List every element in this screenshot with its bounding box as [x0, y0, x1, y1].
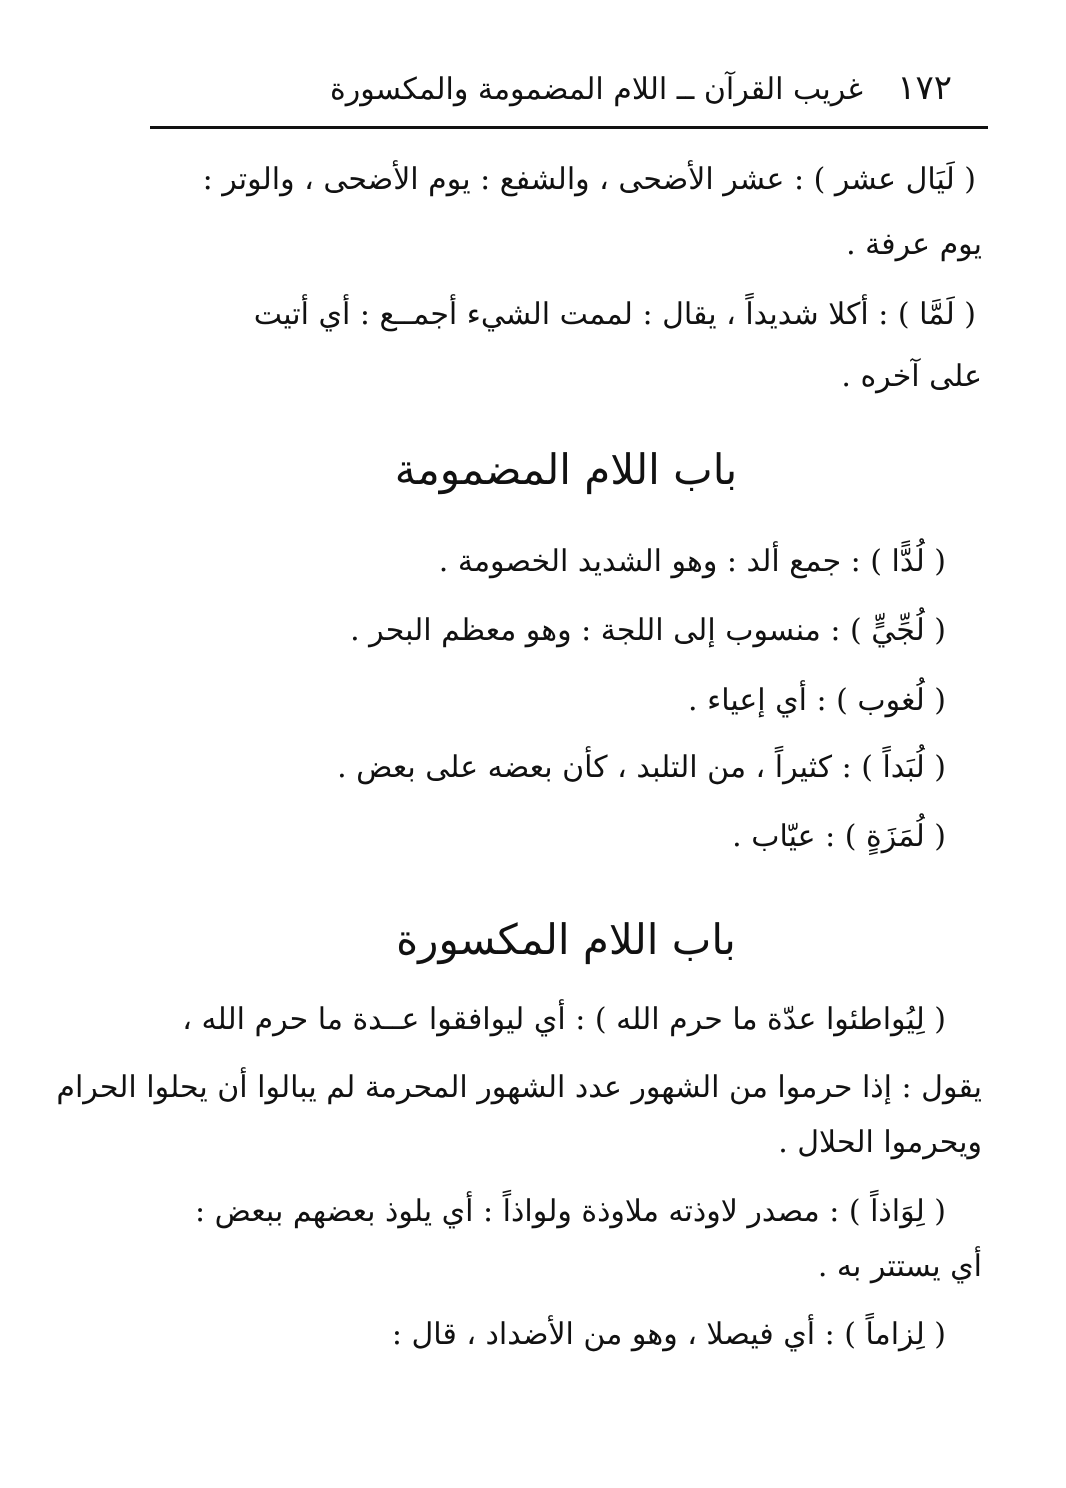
- page-header: [150, 62, 982, 118]
- entry-line: ( لَمَّا ) : أكلا شديداً ، يقال : لممت الشيء أجمــع : أي أتيت: [253, 297, 976, 332]
- entry-line: ( لَيَال عشر ) : عشر الأضحى ، والشفع : يوم الأضحى ، والوتر :: [202, 162, 976, 197]
- section-heading: باب اللام المكسورة: [396, 915, 736, 964]
- entry-line: أي يستتر به .: [817, 1249, 982, 1284]
- entry-line: ويحرموا الحلال .: [778, 1125, 982, 1160]
- entry-line: ( لُبَداً ) : كثيراً ، من التلبد ، كأن بعضه على بعض .: [337, 750, 946, 785]
- entry-line: ( لِزاماً ) : أي فيصلا ، وهو من الأضداد ، قال :: [391, 1317, 946, 1352]
- page-number: ١٧٢: [897, 68, 952, 108]
- entry-line: يوم عرفة .: [846, 227, 982, 262]
- entry-line: ( لُمَزَةٍ ) : عيّاب .: [732, 819, 946, 854]
- header-rule: [150, 126, 988, 129]
- entry-line: على آخره .: [841, 359, 982, 394]
- section-heading: باب اللام المضمومة: [394, 445, 738, 494]
- entry-line: ( لُغوب ) : أي إعياء .: [688, 683, 946, 718]
- entry-line: ( لِوَاذاً ) : مصدر لاوذته ملاوذة ولواذاً : أي يلوذ بعضهم ببعض :: [195, 1194, 946, 1229]
- entry-line: ( لِيُواطئوا عدّة ما حرم الله ) : أي ليوافقوا عــدة ما حرم الله ،: [182, 1002, 946, 1037]
- entry-line: يقول : إذا حرموا من الشهور عدد الشهور المحرمة لم يبالوا أن يحلوا الحرام: [56, 1070, 982, 1105]
- running-title: غريب القرآن ــ اللام المضمومة والمكسورة: [330, 72, 863, 107]
- entry-line: ( لُدًّا ) : جمع ألد : وهو الشديد الخصومة .: [438, 544, 946, 579]
- entry-line: ( لُجِّيٍّ ) : منسوب إلى اللجة : وهو معظم البحر .: [350, 613, 946, 648]
